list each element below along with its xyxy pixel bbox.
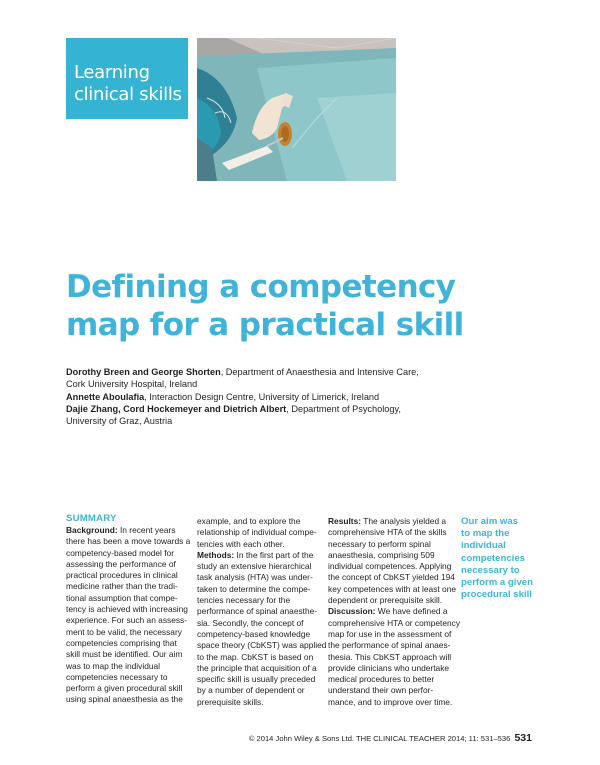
summary-text: was to map the individual [66, 660, 161, 671]
summary-text: individual competences. Applying [328, 561, 452, 572]
summary-text: ment to be valid, the necessary [66, 626, 182, 637]
summary-text: study an extensive hierarchical [197, 561, 312, 572]
summary-text: example, and to explore the [197, 516, 301, 526]
author-line [66, 378, 506, 390]
summary-subheading: Background: [66, 525, 118, 535]
summary-line [328, 527, 452, 538]
summary-line [328, 572, 455, 583]
summary-line [66, 649, 190, 660]
pull-quote-line: procedural skill [461, 589, 532, 601]
pull-quote-line: to map the [461, 528, 510, 540]
summary-line [328, 516, 452, 527]
author-names: Annette Aboulafia [66, 391, 145, 402]
summary-subheading: Methods: [197, 549, 235, 560]
summary-column-1 [66, 513, 190, 706]
author-line [66, 366, 506, 378]
section-label-line: Learning [74, 62, 150, 83]
summary-text: mance, and to improve over time. [328, 696, 453, 707]
summary-line [197, 595, 321, 606]
summary-line [197, 697, 321, 708]
summary-text: medical procedures to better [328, 674, 435, 685]
summary-text: In recent years [117, 525, 176, 535]
summary-line [197, 550, 321, 561]
summary-line [66, 627, 190, 638]
summary-text: experience. For such an assess- [66, 615, 188, 626]
summary-text: skill must be identified. Our aim [66, 649, 183, 660]
summary-line [197, 606, 321, 617]
summary-line [66, 559, 190, 570]
summary-text: taken to determine the compe- [197, 583, 311, 594]
summary-line [66, 536, 190, 547]
summary-line [328, 674, 452, 685]
summary-line [328, 583, 457, 595]
summary-line [197, 527, 321, 538]
summary-heading: SUMMARY [66, 513, 117, 524]
summary-text: by a number of dependent or [197, 685, 305, 696]
pull-quote-line: Our aim was [461, 516, 519, 527]
summary-text: task analysis (HTA) was under- [197, 572, 313, 583]
author-line [66, 415, 506, 427]
copyright-citation: © 2014 John Wiley & Sons Ltd. THE CLINICAL TEACHER 2014; 11: 531–536 [248, 734, 511, 743]
summary-text: perform a given procedural skill [66, 683, 183, 694]
summary-text: provide clinicians who undertake [328, 662, 450, 673]
summary-text: We have defined a [375, 606, 448, 617]
summary-line [197, 685, 321, 696]
article-title-line: Defining a competency [66, 269, 456, 305]
summary-subheading: Discussion: [328, 606, 376, 617]
summary-text: there has been a move towards a [66, 536, 191, 547]
summary-line [197, 516, 321, 527]
summary-line [197, 629, 321, 640]
section-label-line: clinical skills [74, 84, 182, 105]
summary-text: to the map. CbKST is based on [197, 651, 314, 662]
summary-text: The analysis yielded a [361, 516, 447, 526]
summary-line [66, 593, 190, 604]
pull-quote-line: necessary to [461, 564, 520, 576]
summary-line [66, 581, 190, 592]
author-names: Dajie Zhang, Cord Hockemeyer and Dietrich Albert [66, 403, 287, 414]
summary-line [66, 661, 190, 672]
summary-text: specific skill is usually preceded [197, 674, 316, 685]
summary-line [328, 685, 452, 696]
summary-line [197, 674, 321, 685]
summary-text: understand their own perfor- [328, 685, 434, 696]
summary-line [197, 539, 321, 550]
summary-line [197, 618, 321, 629]
summary-col1-lines [66, 525, 190, 706]
summary-text: sia. Secondly, the concept of [197, 617, 304, 628]
author-line [66, 391, 506, 403]
summary-text: the performance of spinal anaes- [328, 640, 451, 651]
summary-text: tencies with each other. [197, 538, 285, 549]
summary-line [66, 683, 190, 694]
pull-quote-line: individual [461, 540, 506, 552]
pull-quote [461, 516, 561, 601]
summary-text: In the first part of the [234, 549, 314, 560]
summary-text: competency-based knowledge [197, 628, 311, 639]
summary-text: using spinal anaesthesia as the [66, 694, 183, 705]
summary-text: performance of spinal anaesthe- [197, 606, 318, 617]
summary-line [66, 638, 190, 649]
summary-text: comprehensive HTA or competency [328, 617, 461, 628]
summary-text: space theory (CbKST) was applied [197, 640, 327, 651]
summary-text: relationship of individual compe- [197, 527, 317, 538]
pull-quote-line: competencies [461, 552, 525, 564]
summary-line [197, 652, 321, 663]
summary-line [66, 615, 190, 626]
affiliation: University of Graz, Austria [66, 416, 173, 427]
article-title-line: map for a practical skill [66, 307, 464, 343]
summary-col2-lines [197, 516, 327, 708]
summary-text: tency is achieved with increasing [66, 604, 188, 615]
summary-text: necessary to perform spinal [328, 538, 431, 549]
summary-line [197, 584, 321, 595]
author-line [66, 403, 506, 415]
affiliation: Cork University Hospital, Ireland [66, 379, 198, 390]
summary-line [328, 640, 452, 651]
summary-text: tional assumption that compe- [66, 592, 178, 603]
summary-text: practical procedures in clinical [66, 570, 178, 581]
clinical-procedure-photo [197, 38, 396, 181]
summary-text: dependent or prerequisite skill. [328, 595, 443, 606]
summary-column-3 [328, 516, 461, 708]
summary-text: map for use in the assessment of [328, 628, 452, 639]
summary-text: competencies necessary to [66, 671, 168, 682]
section-label [66, 38, 188, 119]
summary-line [66, 604, 190, 615]
summary-text: anaesthesia, comprising 509 [328, 549, 435, 560]
summary-text: tencies necessary for the [197, 595, 291, 606]
summary-line [328, 561, 452, 572]
summary-line [328, 629, 452, 640]
summary-line [66, 672, 190, 683]
summary-line [328, 652, 452, 663]
summary-line [328, 663, 452, 674]
summary-text: competencies comprising that [66, 637, 177, 648]
summary-line [328, 595, 452, 606]
summary-col3-lines [328, 516, 461, 708]
pull-quote-line: perform a given [461, 577, 533, 589]
summary-text: comprehensive HTA of the skills [328, 527, 447, 538]
article-title [66, 268, 486, 344]
summary-line [66, 570, 190, 581]
summary-line [328, 606, 452, 617]
summary-line [66, 694, 190, 705]
summary-text: the principle that acquisition of a [197, 662, 317, 673]
summary-line [197, 663, 321, 674]
summary-line [328, 697, 452, 708]
author-names: Dorothy Breen and George Shorten [66, 367, 221, 377]
summary-line [66, 525, 190, 536]
summary-text: medicine rather than the tradi- [66, 581, 178, 592]
summary-text: assessing the performance of [66, 558, 176, 569]
summary-line [328, 617, 461, 629]
summary-text: key competences with at least one [328, 583, 457, 594]
page-number: 531 [514, 732, 532, 744]
summary-line [66, 548, 190, 559]
page-footer [249, 732, 532, 745]
summary-line [197, 640, 327, 651]
affiliation: , Interaction Design Centre, University of Limerick, Ireland [144, 391, 380, 402]
summary-line [328, 550, 452, 561]
summary-text: the concept of CbKST yielded 194 [328, 572, 455, 583]
affiliation: , Department of Anaesthesia and Intensive Care, [220, 367, 419, 377]
summary-column-2 [197, 516, 327, 708]
affiliation: , Department of Psychology, [286, 403, 401, 414]
summary-text: prerequisite skills. [197, 696, 264, 707]
summary-text: competency-based model for [66, 547, 174, 558]
summary-line [197, 561, 321, 572]
summary-line [328, 539, 452, 550]
summary-line [197, 572, 321, 583]
summary-text: thesia. This CbKST approach will [328, 651, 452, 662]
author-affiliations [66, 366, 506, 427]
summary-subheading: Results: [328, 516, 362, 526]
clinical-procedure-illustration [197, 38, 396, 181]
